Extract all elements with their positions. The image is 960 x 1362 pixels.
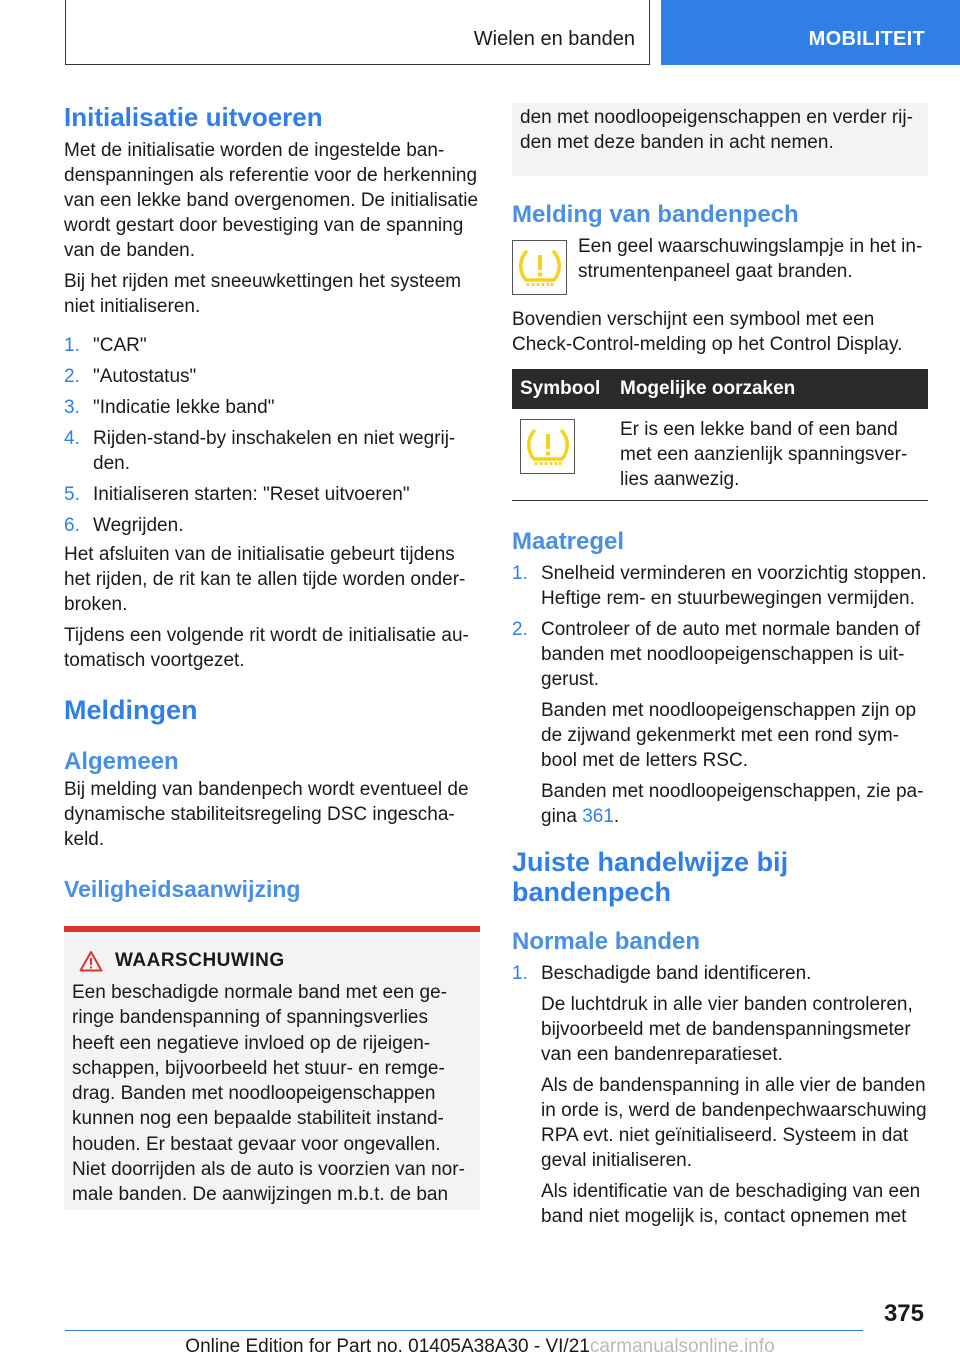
init-paragraph-4: Tijdens een volgende rit wordt de initialisatie automatisch voortgezet.	[64, 625, 469, 671]
algemeen-paragraph: Bij melding van bandenpech wordt eventueel de dynamische stabiliteitsregeling DSC ingeschakeld.	[64, 779, 469, 850]
table-row	[512, 409, 928, 501]
header-section-box	[65, 0, 650, 65]
warning-text-continued: den met noodloopeigenschappen en verder rijden met deze banden in acht nemen.	[520, 107, 913, 153]
init-heading: Initialisatie uitvoeren	[64, 102, 323, 132]
safety-heading: Veiligheidsaanwijzing	[64, 876, 301, 902]
header-chapter-label: MOBILITEIT	[808, 28, 925, 50]
symbol-table	[512, 369, 928, 501]
maatregel-sub-1: Banden met noodloopeigenschappen zijn op de zijwand gekenmerkt met een rond symbool met de letters RSC.	[541, 700, 917, 771]
symbol-column-header: Symbool	[512, 369, 612, 409]
page-link-361[interactable]: 361	[582, 806, 614, 827]
right-column	[512, 103, 928, 1235]
tire-pressure-symbol-icon	[520, 419, 575, 474]
list-item: 2. "Autostatus"	[64, 366, 197, 387]
tire-pressure-warning-icon	[512, 240, 567, 295]
list-item: 1. Snelheid verminderen en voorzichtig stoppen. Heftige rem- en stuurbewegingen vermijden.	[512, 563, 927, 609]
maatregel-sub-2: Banden met noodloopeigenschappen, zie pagina 361.	[541, 781, 924, 827]
list-item: 6. Wegrijden.	[64, 515, 184, 536]
meldingen-heading: Meldingen	[64, 695, 198, 725]
footer-edition: Online Edition for Part no. 01405A38A30 - VI/21carmanualsonline.info	[185, 1336, 775, 1357]
list-item: 3. "Indicatie lekke band"	[64, 397, 275, 418]
normale-heading: Normale banden	[512, 928, 701, 955]
list-item: 5. Initialiseren starten: "Reset uitvoeren"	[64, 484, 410, 505]
normale-sub-1: De luchtdruk in alle vier banden controleren, bijvoorbeeld met de bandenspanningsmeter van een bandenreparatieset.	[541, 994, 913, 1065]
maatregel-steps-list	[512, 561, 928, 829]
left-column	[64, 100, 480, 1210]
warning-triangle-icon	[79, 950, 103, 972]
warning-box-continued	[512, 103, 928, 176]
page-number: 375	[883, 1300, 924, 1327]
melding-heading: Melding van bandenpech	[512, 201, 799, 228]
list-item: 4. Rijden-stand-by inschakelen en niet wegrijden.	[64, 428, 456, 474]
maatregel-heading: Maatregel	[512, 528, 625, 555]
header-section-title: Wielen en banden	[473, 28, 635, 50]
normale-steps-list	[512, 961, 928, 1229]
list-item: 2. Controleer of de auto met normale banden of banden met noodloopeigenschappen is uitgerust. Banden met noodloopeigenschappen zijn op de zijwand gekenmerkt met een rond symbool met de letters RSC. Banden met noodloopeigenschappen, zie pagina 361.	[512, 617, 928, 829]
melding-paragraph: Bovendien verschijnt een symbool met een Check-Control-melding op het Control Display.	[512, 309, 903, 355]
melding-lamp-text: Een geel waarschuwingslampje in het instrumentenpaneel gaat branden.	[578, 236, 923, 282]
init-paragraph-3: Het afsluiten van de initialisatie gebeurt tijdens het rijden, de rit kan te allen tijde worden onderbroken.	[64, 544, 466, 615]
juiste-heading: Juiste handelwijze bij bandenpech	[512, 847, 789, 907]
header-chapter-tab[interactable]	[661, 0, 960, 65]
warning-box	[64, 926, 480, 1210]
melding-lamp-row	[512, 236, 928, 295]
init-paragraph-1: Met de initialisatie worden de ingestelde bandenspanningen als referentie voor de herkenning van een lekke band overgenomen. De initialisatie wordt gestart door bevestiging van de spanning van de banden.	[64, 140, 479, 261]
normale-sub-2: Als de bandenspanning in alle vier de banden in orde is, werd de bandenpechwaarschuwing RPA evt. niet geïnitialiseerd. Systeem in dat geval initialiseren.	[541, 1075, 927, 1171]
warning-title	[79, 950, 472, 972]
list-item: 1. "CAR"	[64, 335, 147, 356]
warning-text: Een beschadigde normale band met een geringe bandenspanning of spanningsverlies heeft een negatieve invloed op de rijeigenschappen, bijvoorbeeld het stuur- en remgedrag. Banden met noodloopeigenschappen kunnen nog een bepaalde stabiliteit instandhouden. Er bestaat gevaar voor ongevallen. Niet doorrijden als de auto is voorzien van normale banden. De aanwijzingen m.b.t. de ban	[72, 982, 465, 1206]
normale-sub-3: Als identificatie van de beschadiging van een band niet mogelijk is, contact opnemen met	[541, 1181, 921, 1227]
cause-cell: Er is een lekke band of een band met een aanzienlijk spanningsverlies aanwezig.	[612, 409, 928, 501]
init-steps-list	[64, 333, 480, 538]
algemeen-heading: Algemeen	[64, 748, 179, 775]
warning-label: WAARSCHUWING	[115, 950, 285, 971]
init-paragraph-2: Bij het rijden met sneeuwkettingen het systeem niet initialiseren.	[64, 271, 462, 317]
cause-column-header: Mogelijke oorzaken	[612, 369, 928, 409]
list-item: 1. Beschadigde band identificeren. De luchtdruk in alle vier banden controleren, bijvoorbeeld met de bandenspanningsmeter van een bandenreparatieset. Als de bandenspanning in alle vier de banden in orde is, werd de bandenpechwaarschuwing RPA evt. niet geïnitialiseerd. Systeem in dat geval initialiseren. Als identificatie van de beschadiging van een band niet mogelijk is, contact opnemen met	[512, 963, 927, 1227]
watermark: carmanualsonline.info	[589, 1336, 775, 1357]
footer-divider	[65, 1330, 863, 1331]
